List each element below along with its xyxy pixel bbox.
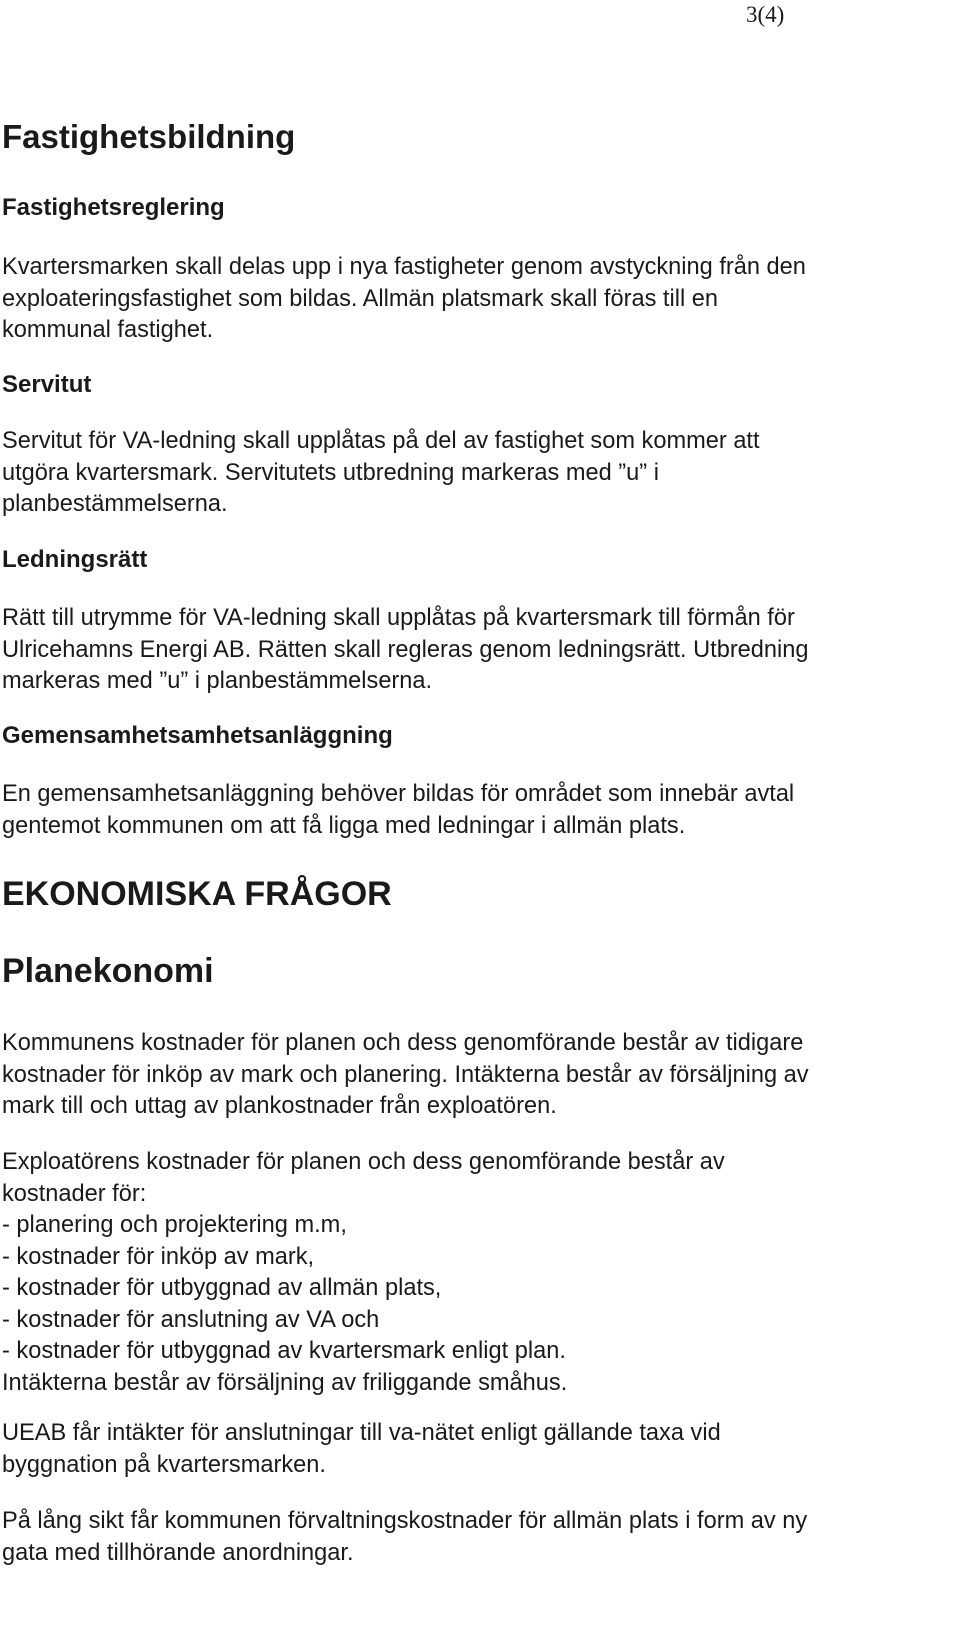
text-line: Exploatörens kostnader för planen och dess genomförande består av xyxy=(2,1149,725,1175)
text-line: På lång sikt får kommunen förvaltningskostnader för allmän plats i form av ny xyxy=(2,1508,808,1534)
paragraph-gemensamhet xyxy=(2,779,950,842)
heading-planekonomi: Planekonomi xyxy=(2,952,214,990)
text-line: kostnader för inköp av mark och planering. Intäkterna består av försäljning av xyxy=(2,1061,809,1088)
text-line: gata med tillhörande anordningar. xyxy=(2,1539,354,1566)
text-line: Ulricehamns Energi AB. Rätten skall regleras genom ledningsrätt. Utbredning xyxy=(2,636,809,663)
page-number: 3(4) xyxy=(746,2,785,27)
heading-ledningsratt: Ledningsrätt xyxy=(2,546,148,573)
text-line: markeras med ”u” i planbestämmelserna. xyxy=(2,668,433,694)
heading-ekonomiska-fragor: EKONOMISKA FRÅGOR xyxy=(2,875,392,913)
heading-gemensamhet: Gemensamhetsamhetsanläggning xyxy=(2,722,393,749)
text-line: Servitut för VA-ledning skall upplåtas på del av fastighet som kommer att xyxy=(2,428,760,454)
paragraph-ledningsratt xyxy=(2,603,950,698)
heading-fastighetsreglering: Fastighetsreglering xyxy=(2,194,225,221)
paragraph-fastighetsreglering xyxy=(2,252,950,347)
text-line: kommunal fastighet. xyxy=(2,317,214,343)
text-line: byggnation på kvartersmarken. xyxy=(2,1451,326,1478)
text-line: Kvartersmarken skall delas upp i nya fastigheter genom avstyckning från den xyxy=(2,254,806,280)
paragraph-ueab xyxy=(2,1418,950,1481)
text-line: Kommunens kostnader för planen och dess genomförande består av tidigare xyxy=(2,1030,804,1056)
text-line: kostnader för: xyxy=(2,1180,147,1207)
list-item: - kostnader för utbyggnad av kvartersmark enligt plan. xyxy=(2,1338,566,1364)
text-line: gentemot kommunen om att få ligga med ledningar i allmän plats. xyxy=(2,812,686,839)
heading-fastighetsbildning: Fastighetsbildning xyxy=(2,118,296,155)
text-line: En gemensamhetsanläggning behöver bildas för området som innebär avtal xyxy=(2,781,795,807)
list-item: - kostnader för utbyggnad av allmän plats, xyxy=(2,1275,442,1301)
text-line: mark till och uttag av plankostnader från exploatören. xyxy=(2,1093,557,1119)
text-line: Intäkterna består av försäljning av friliggande småhus. xyxy=(2,1369,568,1396)
paragraph-kommunens-kostnader xyxy=(2,1028,950,1123)
text-line: planbestämmelserna. xyxy=(2,491,228,517)
paragraph-servitut xyxy=(2,426,950,521)
list-item: - planering och projektering m.m, xyxy=(2,1212,347,1238)
text-line: UEAB får intäkter för anslutningar till va-nätet enligt gällande taxa vid xyxy=(2,1420,721,1446)
paragraph-exploatorens-kostnader xyxy=(2,1147,950,1399)
list-item: - kostnader för inköp av mark, xyxy=(2,1243,315,1270)
heading-servitut: Servitut xyxy=(2,371,92,398)
list-item: - kostnader för anslutning av VA och xyxy=(2,1306,380,1333)
text-line: utgöra kvartersmark. Servitutets utbredning markeras med ”u” i xyxy=(2,459,659,486)
text-line: exploateringsfastighet som bildas. Allmän platsmark skall föras till en xyxy=(2,285,719,312)
paragraph-lang-sikt xyxy=(2,1506,950,1569)
text-line: Rätt till utrymme för VA-ledning skall upplåtas på kvartersmark till förmån för xyxy=(2,605,795,631)
